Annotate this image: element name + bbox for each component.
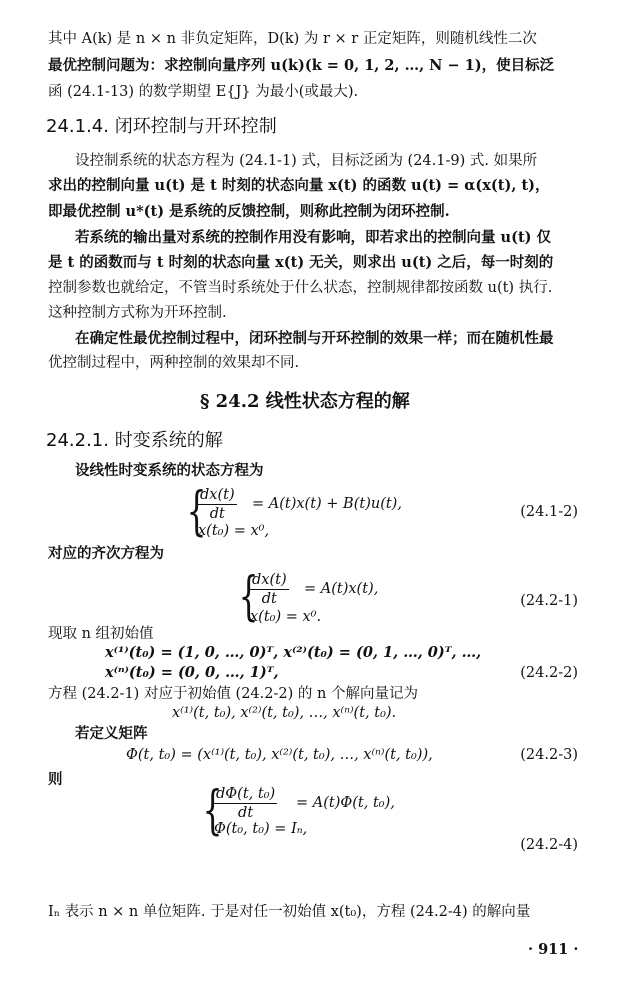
text-line: 若定义矩阵 [75, 725, 148, 742]
text-line: 设控制系统的状态方程为 (24.1-1) 式，目标泛函为 (24.1-9) 式. 如果所 [75, 153, 538, 169]
equation-line: Φ(t, t₀) = (x⁽¹⁾(t, t₀), x⁽²⁾(t, t₀), …, x⁽ⁿ⁾(t, t₀)), [126, 747, 433, 763]
text-line: 是 t 的函数而与 t 时刻的状态向量 x(t) 无关，则求出 u(t) 之后，每一时刻的 [48, 254, 554, 271]
equation-label: (24.2-4) [520, 837, 578, 853]
text-line: 则 [48, 771, 63, 788]
text-line: Iₙ 表示 n × n 单位矩阵. 于是对任一初始值 x(t₀)，方程 (24.2-4) 的解向量 [48, 904, 531, 920]
text-line: 对应的齐次方程为 [48, 545, 164, 562]
equation-line: x⁽¹⁾(t, t₀), x⁽²⁾(t, t₀), …, x⁽ⁿ⁾(t, t₀). [172, 705, 397, 721]
subsection-heading: 24.1.4. 闭环控制与开环控制 [46, 116, 277, 137]
text-line: 即最优控制 u*(t) 是系统的反馈控制，则称此控制为闭环控制. [48, 203, 450, 220]
text-line: 其中 A(k) 是 n × n 非负定矩阵，D(k) 为 r × r 正定矩阵，则随机线性二次 [48, 31, 537, 47]
text-line: 优控制过程中，两种控制的效果却不同. [48, 355, 300, 371]
equation-label: (24.2-1) [520, 593, 578, 609]
equation-label: (24.2-2) [520, 665, 578, 681]
text-line: 求出的控制向量 u(t) 是 t 时刻的状态向量 x(t) 的函数 u(t) = α(x(t), t)， [48, 177, 550, 194]
text-line: 方程 (24.2-1) 对应于初始值 (24.2-2) 的 n 个解向量记为 [48, 686, 418, 702]
text-line: 现取 n 组初始值 [48, 626, 154, 642]
text-line: 控制参数也就给定，不管当时系统处于什么状态，控制规律都按函数 u(t) 执行. [48, 280, 553, 296]
text-line: 在确定性最优控制过程中，闭环控制与开环控制的效果一样；而在随机性最 [75, 330, 554, 347]
text-line: 函 (24.1-13) 的数学期望 E{J} 为最小(或最大). [48, 84, 359, 100]
subsection-heading: 24.2.1. 时变系统的解 [46, 430, 223, 451]
equation-label: (24.1-2) [520, 504, 578, 520]
page-number: · 911 · [528, 941, 579, 958]
equation-line: x⁽¹⁾(t₀) = (1, 0, …, 0)ᵀ, x⁽²⁾(t₀) = (0, 1, …, 0)ᵀ, …, [105, 644, 482, 661]
text-line: 这种控制方式称为开环控制. [48, 305, 227, 321]
section-heading: § 24.2 线性状态方程的解 [200, 391, 410, 412]
text-line: 若系统的输出量对系统的控制作用没有影响，即若求出的控制向量 u(t) 仅 [75, 229, 552, 246]
text-line: 最优控制问题为：求控制向量序列 u(k)(k = 0, 1, 2, …, N − 1)，使目标泛 [48, 57, 555, 74]
equation-line: x⁽ⁿ⁾(t₀) = (0, 0, …, 1)ᵀ, [105, 664, 279, 681]
text-line: 设线性时变系统的状态方程为 [75, 462, 264, 479]
equation-label: (24.2-3) [520, 747, 578, 763]
